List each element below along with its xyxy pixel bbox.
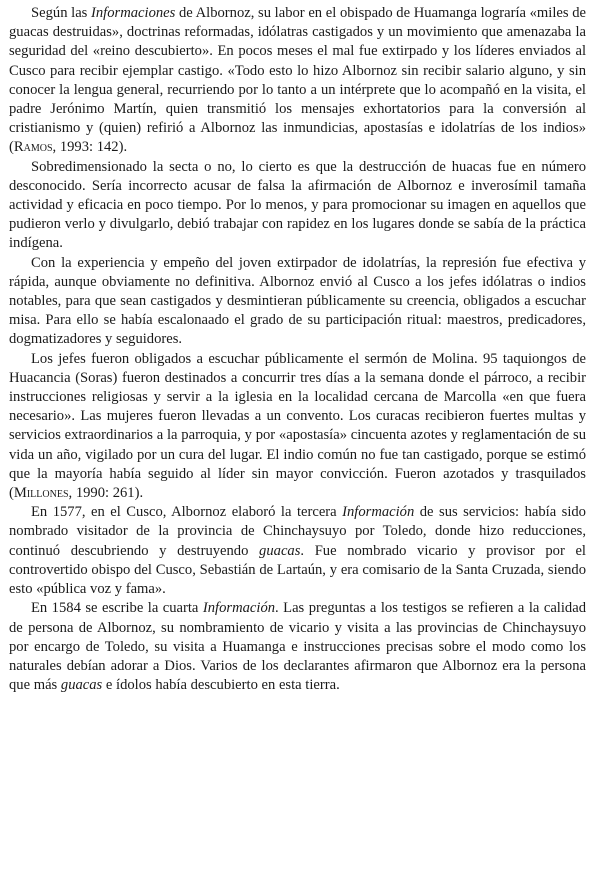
- paragraph-6: [9, 599, 586, 695]
- italic-term: Informaciones: [91, 5, 176, 21]
- paragraph-2: [9, 158, 586, 254]
- text-run: En 1584 se escribe la cuarta: [31, 600, 203, 617]
- text-run: . Las preguntas a los testigos se refieren a la calidad de persona de Albornoz, su nombramiento de vicario y visita a las provincias de Chinchaysuyo por encargo de Toledo, su visita a Huamanga e instrucciones precisas sobre el modo como los naturales debían adorar a Dios. Varios de los declarantes afirmaron que Albornoz era la persona que más: [9, 600, 586, 694]
- text-run: de Albornoz, su labor en el obispado de Huamanga lograría «miles de guacas destruidas», doctrinas reformadas, idólatras castigados y un movimiento que amenazaba la seguridad del «reino descubierto». En pocos meses el mal fue extirpado y los líderes enviados al Cusco para recibir ejemplar castigo. «Todo esto lo hizo Albornoz sin recibir salario alguno, y sin conocer la lengua general, recurriendo por lo tanto a un intérprete que lo acompañó en la visita, el padre Jerónimo Martín, quien transmitió los mensajes exhortatorios para la conversión al cristianismo y (quien) refirió a Albornoz las inmundicias, apostasías e idolatrías de los indios» (: [9, 5, 586, 156]
- text-run: En 1577, en el Cusco, Albornoz elaboró la tercera: [31, 504, 343, 521]
- paragraph-1: [9, 4, 586, 158]
- text-run: e ídolos había descubierto en esta tierra.: [102, 677, 340, 694]
- italic-term: guacas: [60, 677, 103, 694]
- italic-term: guacas: [259, 542, 301, 559]
- text-run: Con la experiencia y empeño del joven extirpador de idolatrías, la represión fue efectiva y rápida, aunque obviamente no definitiva. Albornoz envió al Cusco a los jefes idólatras o indios notables, para que sean castigados y desmintieran públicamente su creencia, obligados a escuchar misa. Para ello se había escalonaado el grado de su participación ritual: maestros, predicadores, dogmatizadores y seguidores.: [9, 254, 586, 348]
- paragraph-4: [9, 350, 586, 504]
- citation-author: Millones: [13, 485, 69, 502]
- text-run: Sobredimensionado la secta o no, lo cierto es que la destrucción de huacas fue en número desconocido. Sería incorrecto acusar de falsa la afirmación de Albornoz e inverosímil tamaña actividad y eficacia en poco tiempo. Por lo menos, y para promocionar su imagen en aquellos que pudieron verlo y divulgarlo, debió trabajar con rapidez en los lugares donde se sabía de la práctica indígena.: [9, 158, 586, 252]
- text-run: de sus servicios: había sido nombrado visitador de la provincia de Chinchaysuyo por Toledo, donde hizo reducciones, continuó descubriendo y destruyendo: [9, 504, 586, 559]
- text-run: , 1993: 142).: [52, 139, 128, 156]
- italic-term: Información: [342, 504, 415, 521]
- paragraph-3: [9, 254, 586, 350]
- paragraph-5: [9, 503, 586, 599]
- italic-term: Información: [202, 600, 276, 617]
- text-run: . Fue nombrado vicario y provisor por el controvertido obispo del Cusco, Sebastián de Lartaún, y era comisario de la Santa Cruzada, siendo esto «pública voz y fama».: [9, 542, 586, 598]
- text-run: , 1990: 261).: [68, 485, 144, 502]
- text-run: Según las: [31, 5, 92, 21]
- citation-author: Ramos: [13, 139, 53, 156]
- text-run: Los jefes fueron obligados a escuchar públicamente el sermón de Molina. 95 taquiongos de Huacancia (Soras) fueron destinados a concurrir tres días a la semana donde el párroco, a recibir instrucciones religiosas y servir a la iglesia en la localidad cercana de Marcolla «en que fuera necesario». Las mujeres fueron llevadas a un convento. Los curacas recibieron fuertes multas y servicios extraordinarios a la parroquia, y por «apostasía» cincuenta azotes y reglamentación de su vida un año, vigilado por un cura del lugar. El indio común no fue tan castigado, porque se estimó que la mayoría había seguido al líder sin mayor convicción. Fueron azotados y trasquilados (: [9, 350, 586, 502]
